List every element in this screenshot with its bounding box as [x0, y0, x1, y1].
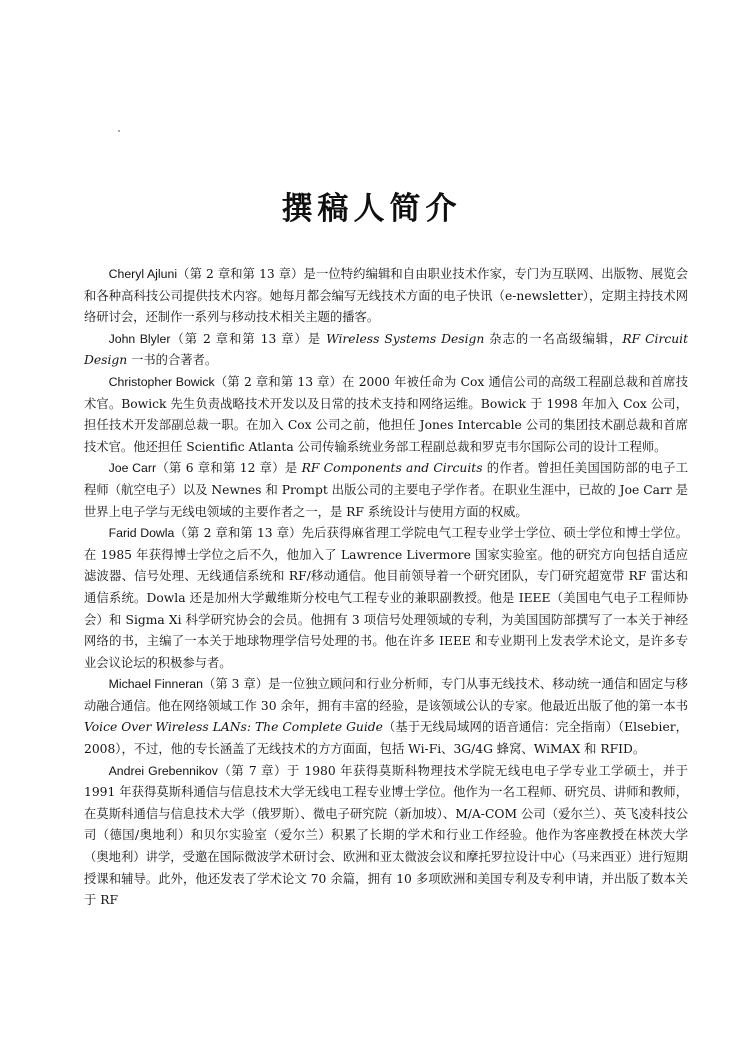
contributor-name: Farid Dowla — [108, 526, 175, 541]
contributor-description: （第 2 章和第 13 章）先后获得麻省理工学院电气工程专业学士学位、硕士学位和博士学位。在 1985 年获得博士学位之后不久，他加入了 Lawrence Livermore 国家实验室。他的研究方向包括自适应滤波器、信号处理、无线通信系统和 RF/移动通信。他目前领导着一个研究团队，专门研究超宽带 RF 雷达和通信系统。Dowla 还是加州大学戴维斯分校电气工程专业的兼职副教授。他是 IEEE（美国电气电子工程师协会）和 Sigma Xi 科学研究协会的会员。他拥有 3 项信号处理领域的专利，为美国国防部撰写了一本关于神经网络的书，主编了一本关于地球物理学信号处理的书。他在许多 IEEE 和专业期刊上发表学术论文，是许多专业会议论坛的积极参与者。 — [84, 526, 689, 670]
contributor-description: （第 7 章）于 1980 年获得莫斯科物理技术学院无线电电子学专业工学硕士，并于 1991 年获得莫斯科通信与信息技术大学无线电工程专业博士学位。他作为一名工程师、研究员、讲师和教师，在莫斯科通信与信息技术大学（俄罗斯）、微电子研究院（新加坡）、M/A-COM 公司（爱尔兰）、英飞凌科技公司（德国/奥地利）和贝尔实验室（爱尔兰）积累了长期的学术和行业工作经验。他作为客座教授在林茨大学（奥地利）讲学，受邀在国际微波学术研讨会、欧洲和亚太微波会议和摩托罗拉设计中心（马来西亚）进行短期授课和辅导。此外，他还发表了学术论文 70 余篇，拥有 10 多项欧洲和美国专利及专利申请，并出版了数本关于 RF — [84, 763, 688, 908]
contributor-description: 的作者。曾担任美国国防部的电子工程师（航空电子）以及 Newnes 和 Prompt 出版公司的主要电子学作者。在职业生涯中，已故的 Joe Carr 是世界上电子学与无线电领域的主要作者之一，是 RF 系统设计与使用方面的权威。 — [84, 461, 688, 519]
contributor-list — [84, 264, 688, 912]
book-title: RF Circuit Design — [84, 331, 689, 368]
book-title: Wireless Systems Design — [326, 331, 485, 346]
contributor-description: （第 3 章）是一位独立顾问和行业分析师，专门从事无线技术、移动统一通信和固定与移动融合通信。他在网络领域工作 30 余年，拥有丰富的经验，是该领域公认的专家。他最近出版了他的第一本书 — [84, 677, 688, 713]
contributor-description: （基于无线局域网的语音通信：完全指南）（Elsebier，2008），不过，他的专长涵盖了无线技术的方方面面，包括 Wi-Fi、3G/4G 蜂窝、WiMAX 和 RFID。 — [84, 720, 688, 757]
page-title: 撰稿人简介 — [281, 191, 462, 227]
contributor-name: Andrei Grebennikov — [108, 763, 218, 778]
contributor-paragraph — [84, 674, 688, 760]
contributor-paragraph — [84, 329, 688, 372]
scan-speck — [118, 130, 120, 132]
contributor-paragraph — [84, 523, 688, 674]
contributor-paragraph — [84, 458, 688, 523]
contributor-name: Christopher Bowick — [108, 374, 215, 389]
contributor-paragraph — [84, 264, 688, 329]
book-title: Voice Over Wireless LANs: The Complete Guide — [84, 720, 383, 735]
contributor-description: 一书的合著者。 — [127, 353, 218, 368]
contributor-description: （第 2 章和第 13 章）在 2000 年被任命为 Cox 通信公司的高级工程副总裁和首席技术官。Bowick 先生负责战略技术开发以及日常的技术支持和网络运维。Bowick 于 1998 年加入 Cox 公司，担任技术开发部副总裁一职。在加入 Cox 公司之前，他担任 Jones Intercable 公司的集团技术副总裁和首席技术官。他还担任 Scientific Atlanta 公司传输系统业务部工程副总裁和罗克韦尔国际公司的设计工程师。 — [84, 374, 688, 454]
contributor-description: 杂志的一名高级编辑， — [484, 331, 623, 346]
contributor-paragraph — [84, 372, 688, 458]
contributor-paragraph — [84, 761, 688, 912]
contributor-description: （第 6 章和第 12 章）是 — [156, 461, 302, 476]
contributor-name: Joe Carr — [108, 461, 157, 476]
contributor-description: （第 2 章和第 13 章）是一位特约编辑和自由职业技术作家，专门为互联网、出版物、展览会和各种高科技公司提供技术内容。她每月都会编写无线技术方面的电子快讯（e-newsletter），定期主持技术网络研讨会，还制作一系列与移动技术相关主题的播客。 — [84, 267, 688, 325]
contributor-name: Cheryl Ajluni — [108, 267, 178, 281]
book-title: RF Components and Circuits — [301, 461, 483, 476]
contributor-name: Michael Finneran — [108, 677, 203, 692]
contributor-description: （第 2 章和第 13 章）是 — [170, 331, 327, 346]
contributor-name: John Blyler — [108, 331, 171, 346]
